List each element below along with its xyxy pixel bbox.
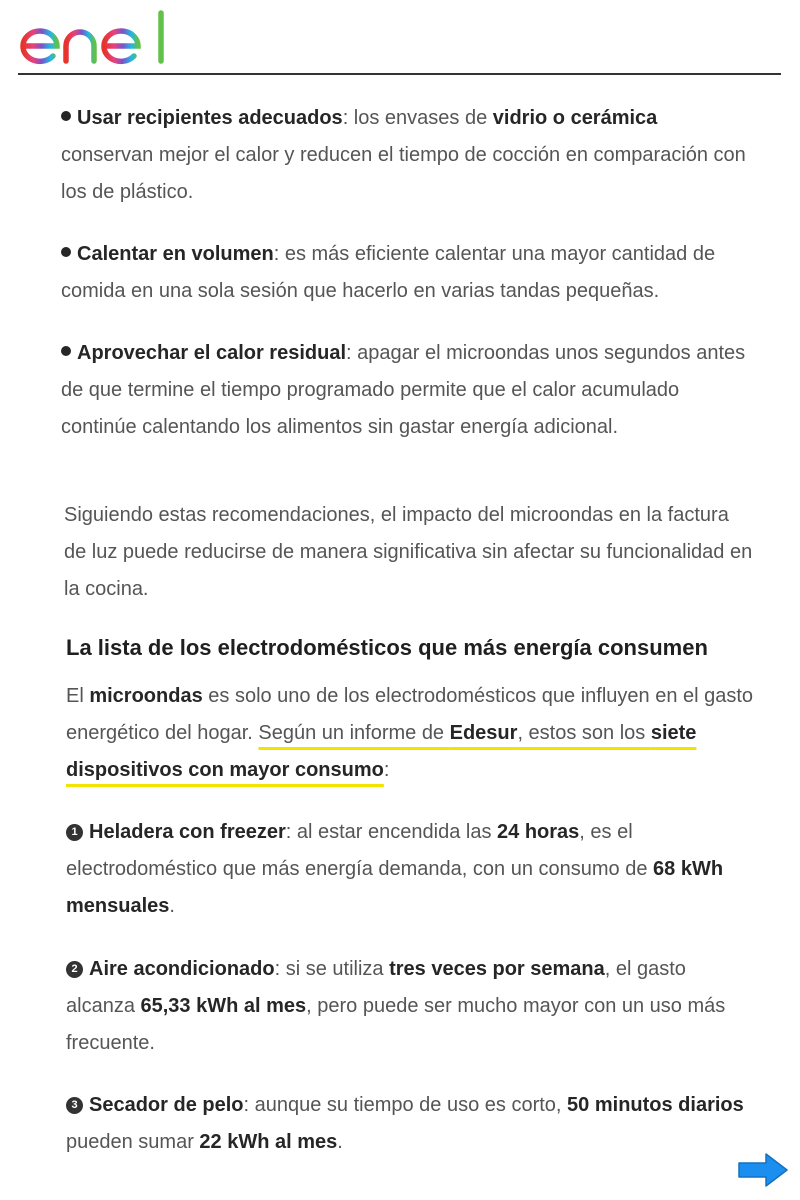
device-emphasis: 65,33 kWh al mes	[140, 995, 307, 1017]
device-emphasis: 22 kWh al mes	[199, 1131, 338, 1153]
tip-text: : los envases de	[342, 107, 493, 129]
site-header	[0, 0, 800, 76]
link-emphasis: Edesur	[449, 722, 518, 744]
intro-text: :	[383, 759, 390, 781]
number-badge-icon: 2	[66, 961, 83, 978]
tip-title: Usar recipientes adecuados	[77, 107, 343, 129]
device-emphasis: 50 minutos diarios	[567, 1094, 744, 1116]
device-text: : si se utiliza	[274, 958, 390, 980]
device-title: Secador de pelo	[89, 1094, 244, 1116]
header-divider	[18, 73, 781, 75]
device-title: Heladera con freezer	[89, 821, 286, 843]
device-text: .	[169, 895, 175, 917]
device-emphasis: 68 kWh mensuales	[66, 858, 724, 917]
tip-title: Calentar en volumen	[77, 243, 274, 265]
tip-item	[61, 335, 751, 446]
intro-text: es solo uno de los electrodomésticos que influyen en el gasto energético del hogar.	[66, 685, 754, 744]
device-emphasis: 24 horas	[497, 821, 580, 843]
device-text: , es el electrodoméstico que más energía demanda, con un consumo de	[66, 821, 654, 880]
device-item	[66, 1087, 756, 1161]
link-text: Según un informe de	[258, 722, 450, 744]
device-text: pueden sumar	[66, 1131, 200, 1153]
tip-text: : es más eficiente calentar una mayor cantidad de comida en una sola sesión que hacerlo en varias tandas pequeñas.	[61, 243, 716, 302]
intro-text: El	[66, 685, 90, 707]
device-text: : al estar encendida las	[285, 821, 498, 843]
number-badge-icon: 1	[66, 824, 83, 841]
enel-logo[interactable]	[18, 8, 173, 68]
device-text: : aunque su tiempo de uso es corto,	[243, 1094, 568, 1116]
intro-paragraph	[66, 678, 756, 789]
device-title: Aire acondicionado	[89, 958, 275, 980]
summary-paragraph: Siguiendo estas recomendaciones, el impacto del microondas en la factura de luz puede reducirse de manera significativa sin afectar su funcionalidad en la cocina.	[64, 504, 753, 600]
article-body	[0, 76, 800, 1200]
device-text: .	[337, 1131, 343, 1153]
tip-text: conservan mejor el calor y reducen el tiempo de cocción en comparación con los de plástico.	[61, 144, 746, 203]
link-emphasis: siete dispositivos con mayor consumo	[66, 722, 697, 781]
tip-title: Aprovechar el calor residual	[77, 342, 347, 364]
device-item	[66, 951, 756, 1062]
tip-item	[61, 236, 751, 310]
bullet-dot-icon	[61, 346, 71, 356]
bullet-dot-icon	[61, 247, 71, 257]
number-badge-icon: 3	[66, 1097, 83, 1114]
device-item	[66, 814, 756, 925]
device-text: , el gasto alcanza	[66, 958, 686, 1017]
link-text: , estos son los	[517, 722, 651, 744]
tip-emphasis: vidrio o cerámica	[492, 107, 658, 129]
tip-text: : apagar el microondas unos segundos antes de que termine el tiempo programado permite que el calor acumulado continúe calentando los alimentos sin gastar energía adicional.	[61, 342, 746, 438]
tip-item	[61, 100, 751, 211]
device-text: , pero puede ser mucho mayor con un uso más frecuente.	[66, 995, 726, 1054]
bullet-dot-icon	[61, 111, 71, 121]
intro-emphasis: microondas	[89, 685, 203, 707]
device-emphasis: tres veces por semana	[389, 958, 605, 980]
section-heading: La lista de los electrodomésticos que más energía consumen	[66, 635, 708, 660]
arrow-right-icon[interactable]	[736, 1150, 790, 1190]
